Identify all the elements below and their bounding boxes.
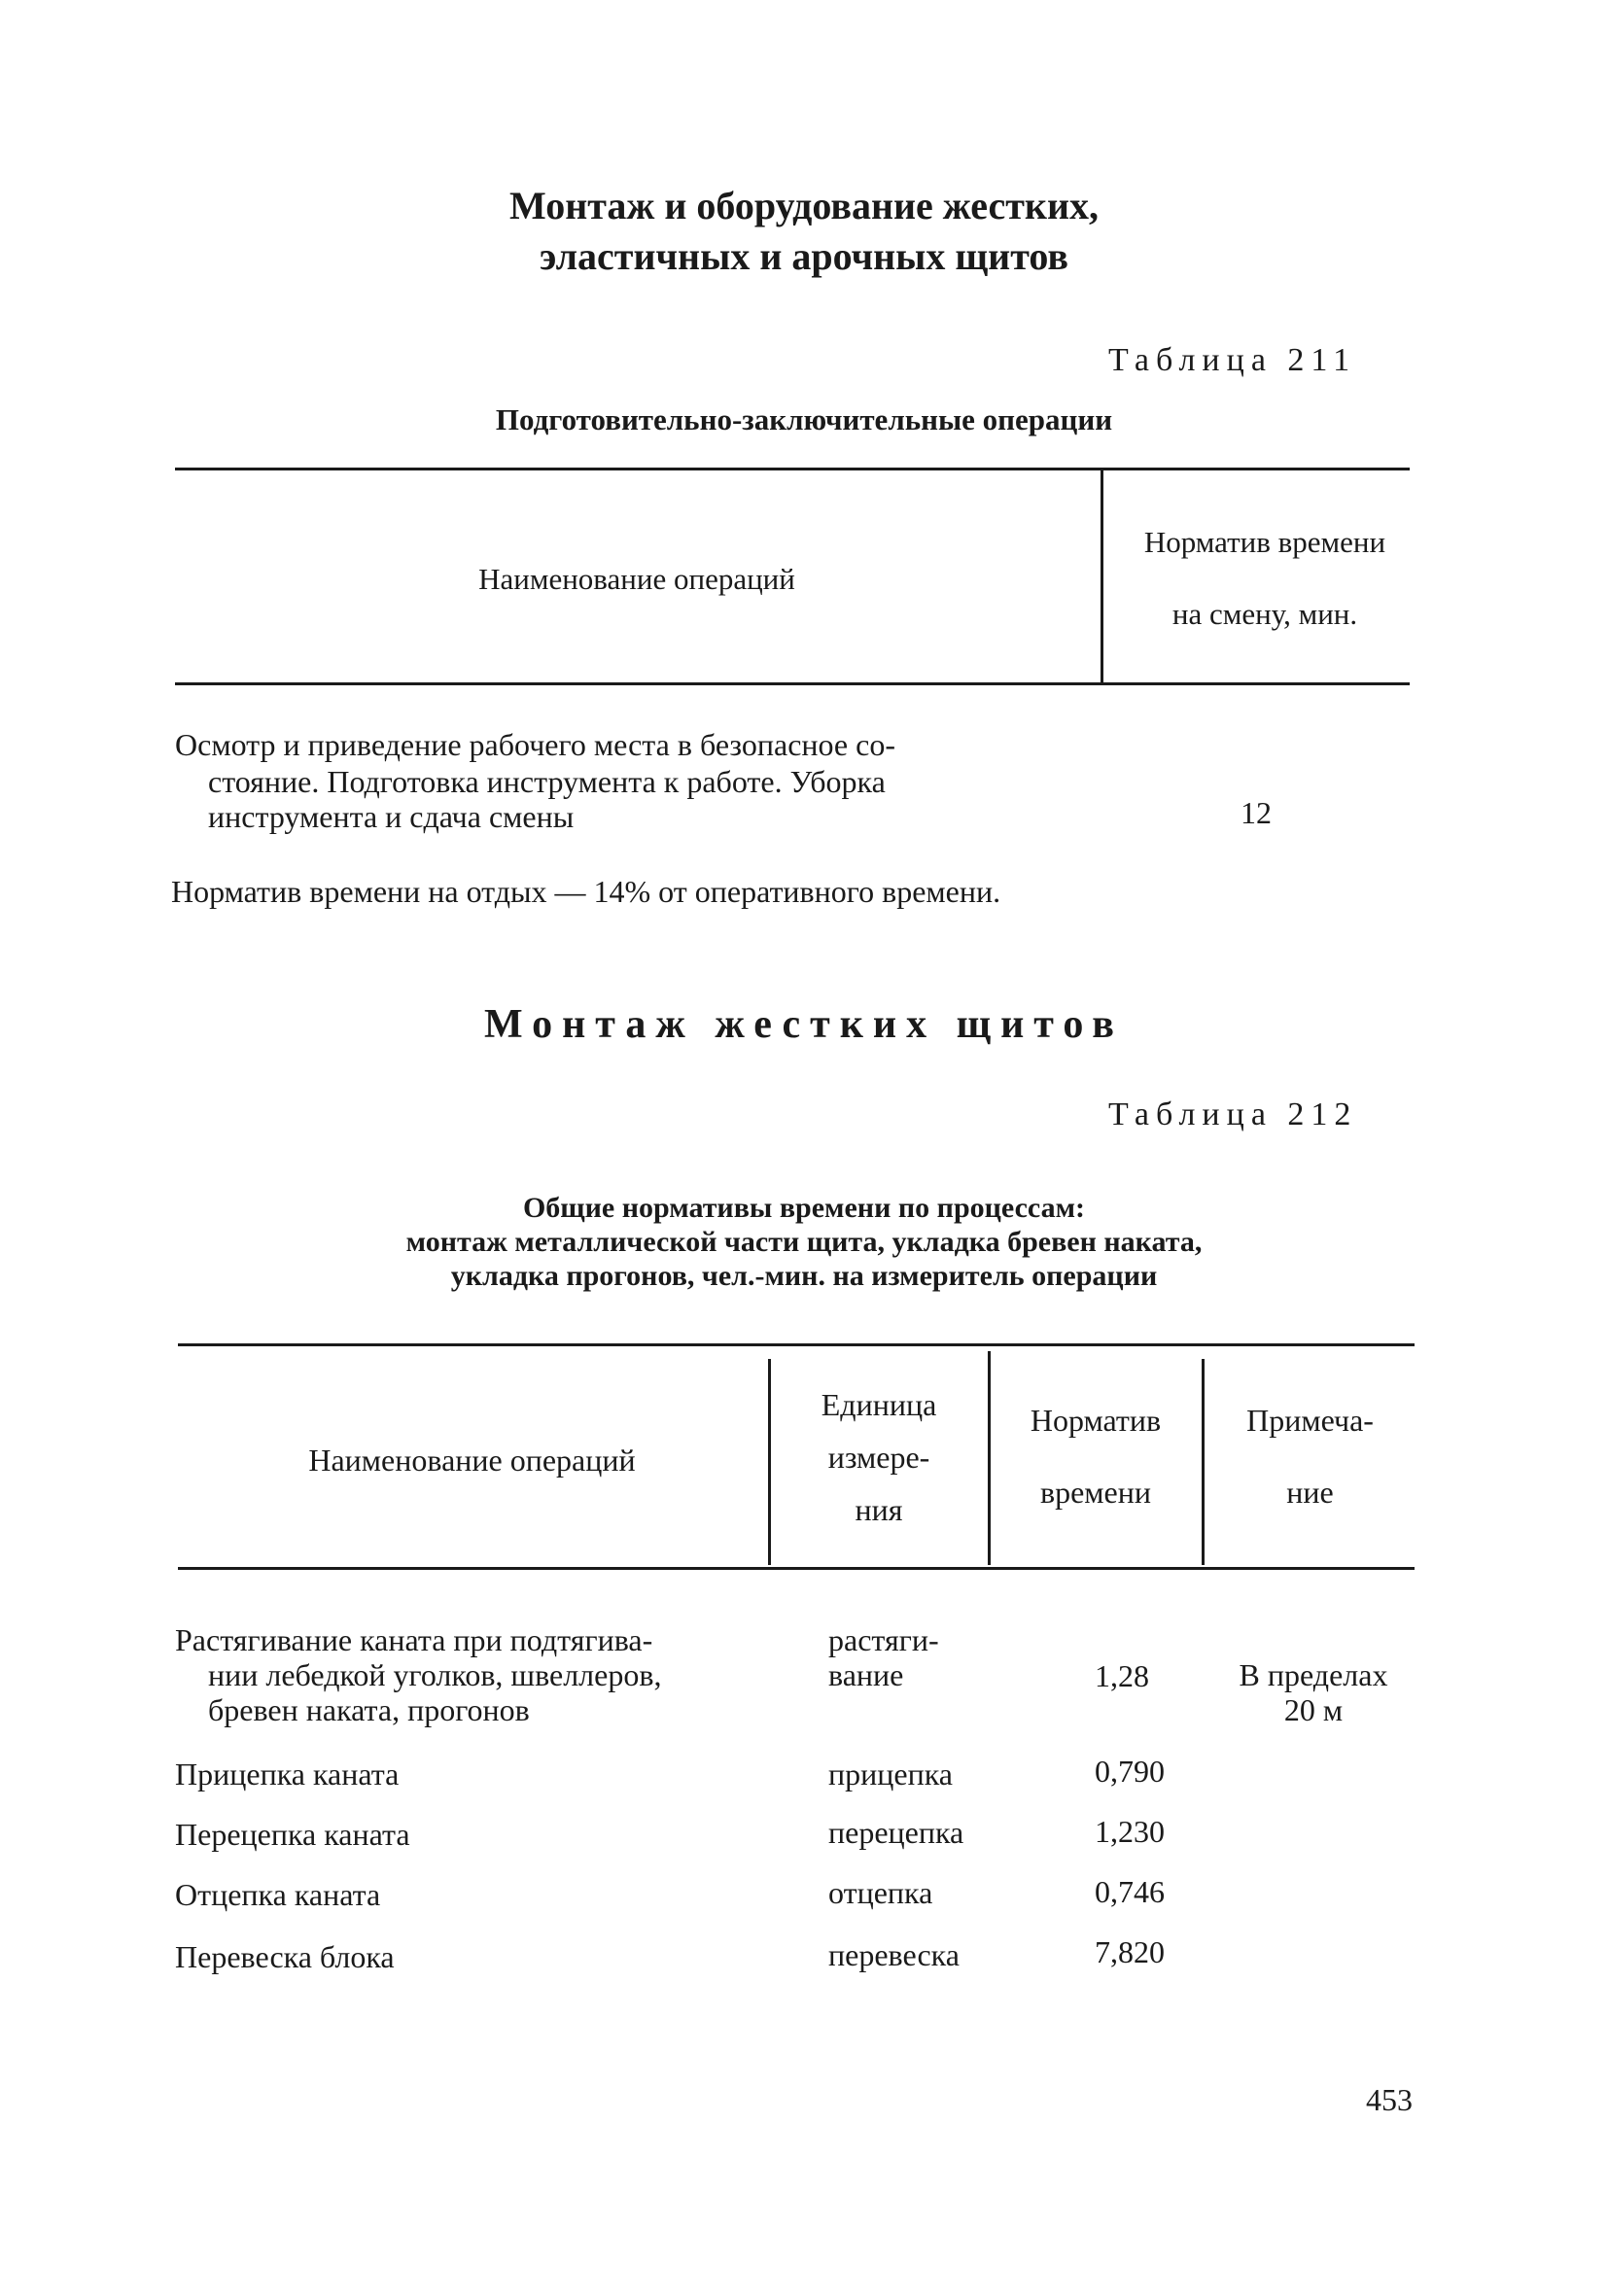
table211-column-divider	[1101, 470, 1103, 682]
table212-row1-note-line1: В пределах	[1239, 1657, 1388, 1692]
table212-caption-line1: Общие нормативы времени по процессам:	[522, 1192, 1086, 1224]
table212-row1-name-line2: нии лебедкой уголков, швеллеров,	[208, 1657, 662, 1692]
table211-row-text-line2: стояние. Подготовка инструмента к работе. Уборка	[208, 764, 886, 799]
table212-header-note-line2: ние	[1286, 1475, 1334, 1510]
table211-row-text-line3: инструмента и сдача смены	[208, 799, 575, 834]
table212-row5-value: 7,820	[1095, 1934, 1165, 1969]
table212-header-rule	[178, 1567, 1415, 1570]
table212-number: Таблица 212	[1108, 1096, 1358, 1132]
table212-row1-name-line3: бревен наката, прогонов	[208, 1692, 530, 1727]
table211-row-value: 12	[1241, 795, 1272, 830]
table211-note: Норматив времени на отдых — 14% от оперативного времени.	[171, 874, 1001, 909]
table212-caption-line3: укладка прогонов, чел.-мин. на измеритель операции	[450, 1260, 1158, 1292]
table212-row2-unit: прицепка	[828, 1757, 953, 1792]
page-number: 453	[1366, 2082, 1413, 2117]
table212-row1-value: 1,28	[1095, 1658, 1149, 1693]
table212-divider-3	[1202, 1359, 1205, 1565]
table212-row4-unit: отцепка	[828, 1875, 933, 1910]
table212-header-note-line1: Примеча-	[1246, 1403, 1374, 1438]
table211-caption: Подготовительно-заключительные операции	[495, 402, 1113, 436]
table212-row2-name: Прицепка каната	[175, 1757, 400, 1792]
table212-divider-1	[768, 1359, 771, 1565]
table212-row5-unit: перевеска	[828, 1937, 960, 1972]
table212-row2-value: 0,790	[1095, 1754, 1165, 1789]
table212-header-unit-line3: ния	[855, 1492, 903, 1527]
table211-header-rule	[175, 682, 1410, 685]
table211-header-name: Наименование операций	[478, 562, 795, 596]
table211-top-rule	[175, 468, 1410, 470]
table212-header-norm-line2: времени	[1039, 1475, 1151, 1510]
table212-caption-line2: монтаж металлической части щита, укладка бревен наката,	[405, 1226, 1203, 1258]
table212-row1-unit-line1: растяги-	[828, 1622, 939, 1657]
section1-title-line1: Монтаж и оборудование жестких,	[508, 184, 1100, 227]
table212-header-unit-line2: измере-	[827, 1440, 930, 1475]
table212-row1-note-line2: 20 м	[1283, 1692, 1344, 1727]
table212-row3-name: Перецепка каната	[175, 1817, 410, 1852]
table212-row3-value: 1,230	[1095, 1814, 1165, 1849]
table211-row-text-line1: Осмотр и приведение рабочего места в безопасное со-	[175, 727, 895, 762]
table212-row1-unit-line2: вание	[828, 1657, 904, 1692]
table212-header-norm-line1: Норматив	[1030, 1403, 1162, 1438]
table211-number: Таблица 211	[1108, 342, 1357, 378]
table212-divider-2	[988, 1351, 991, 1565]
table212-row5-name: Перевеска блока	[175, 1939, 395, 1974]
section2-title: Монтаж жестких щитов	[484, 1002, 1124, 1047]
table211-header-norm-line1: Норматив времени	[1143, 525, 1386, 559]
table212-row4-value: 0,746	[1095, 1874, 1165, 1909]
section1-title-line2: эластичных и арочных щитов	[540, 234, 1068, 278]
table212-row1-name-line1: Растягивание каната при подтягива-	[175, 1622, 653, 1657]
table212-top-rule	[178, 1343, 1415, 1346]
table211-header-norm-line2: на смену, мин.	[1171, 597, 1358, 631]
table212-header-unit-line1: Единица	[821, 1387, 937, 1422]
table212-header-name: Наименование операций	[308, 1443, 636, 1478]
table212-row4-name: Отцепка каната	[175, 1877, 381, 1912]
table212-row3-unit: перецепка	[828, 1815, 964, 1850]
